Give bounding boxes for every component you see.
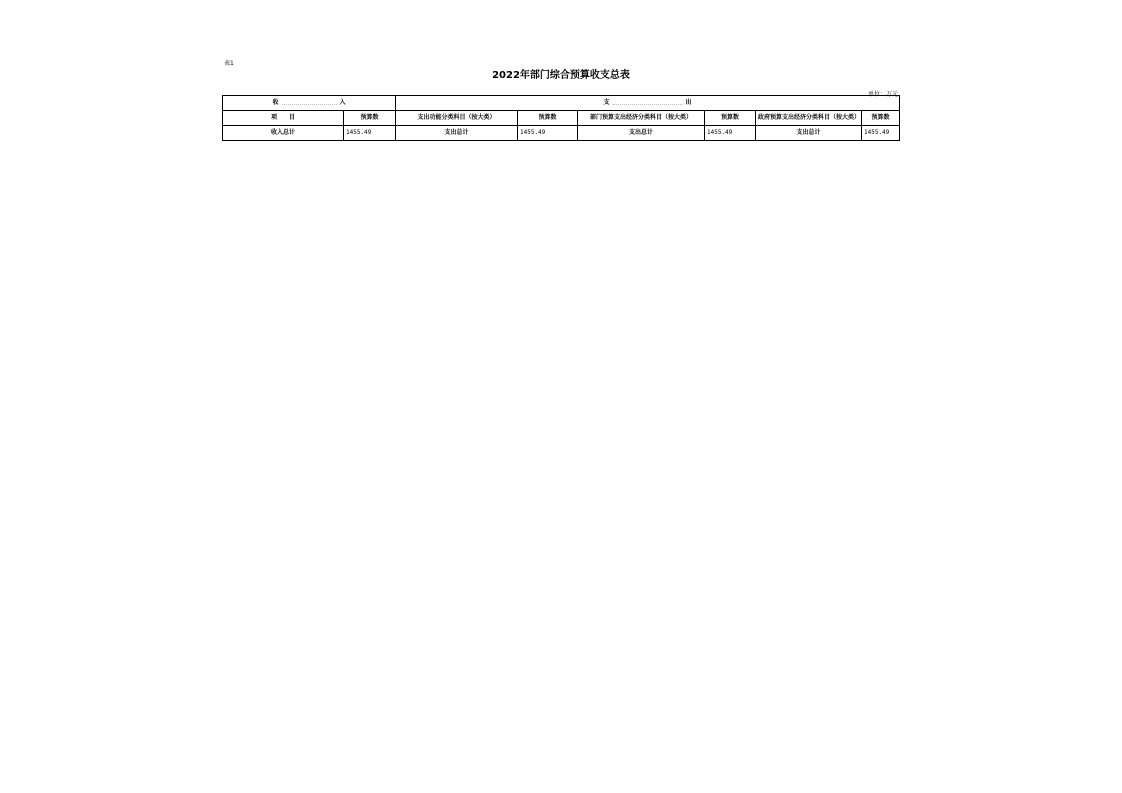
column-header: 政府预算支出经济分类科目（按大类） xyxy=(756,111,862,126)
table-group-header-row xyxy=(223,96,900,111)
income-group-header xyxy=(223,96,396,111)
table-cell: 支出总计 xyxy=(396,126,518,141)
table-row xyxy=(223,126,900,141)
table-cell: 收入总计 xyxy=(223,126,344,141)
income-header-right: 入 xyxy=(339,99,346,106)
table-cell: 1455.49 xyxy=(518,126,578,141)
column-header: 部门预算支出经济分类科目（按大类） xyxy=(578,111,705,126)
budget-summary-table xyxy=(222,95,900,141)
column-header: 支出功能分类科目（按大类） xyxy=(396,111,518,126)
table-cell: 支出总计 xyxy=(756,126,862,141)
page-title: 2022年部门综合预算收支总表 xyxy=(492,70,630,81)
column-header: 项 目 xyxy=(223,111,344,126)
expense-header-right: 出 xyxy=(685,99,692,106)
table-cell: 1455.49 xyxy=(862,126,900,141)
income-header-left: 收 xyxy=(272,99,279,106)
expense-group-header xyxy=(396,96,900,111)
column-header: 预算数 xyxy=(862,111,900,126)
column-header: 预算数 xyxy=(344,111,396,126)
table-column-header-row xyxy=(223,111,900,126)
table-cell: 支出总计 xyxy=(578,126,705,141)
table-cell: 1455.49 xyxy=(705,126,756,141)
table-number: 表1 xyxy=(224,60,234,67)
column-header: 预算数 xyxy=(705,111,756,126)
table-cell: 1455.49 xyxy=(344,126,396,141)
expense-header-left: 支 xyxy=(603,99,610,106)
unit-label: 单位：万元 xyxy=(867,91,898,98)
column-header: 预算数 xyxy=(518,111,578,126)
